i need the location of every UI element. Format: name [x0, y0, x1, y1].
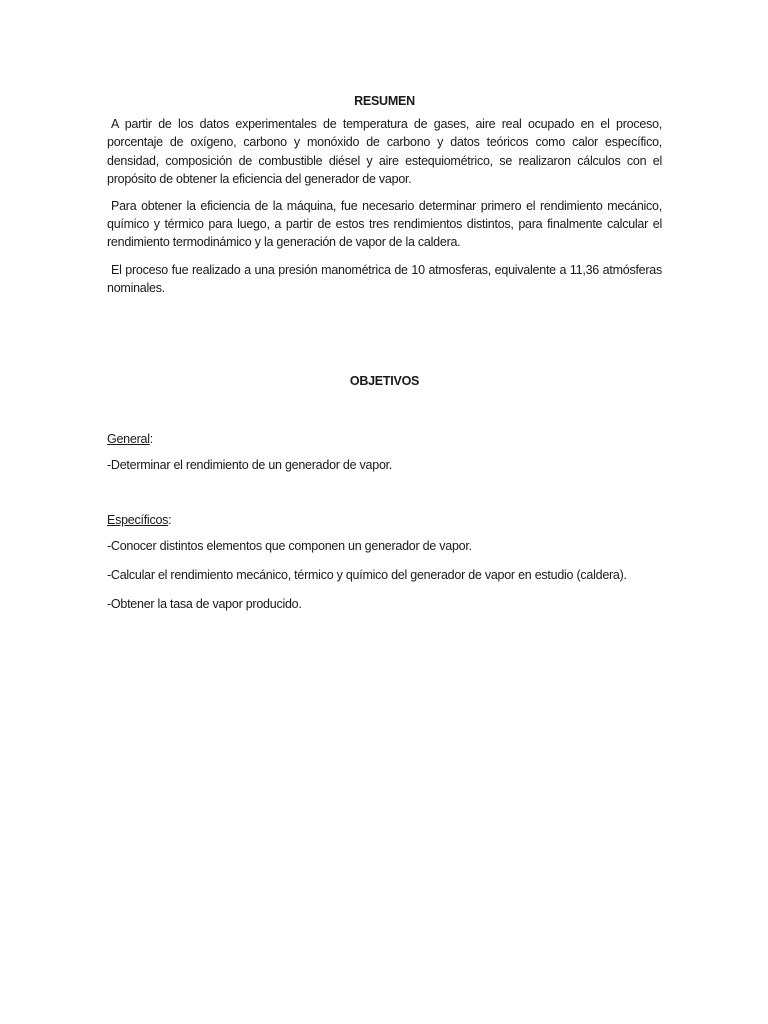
especificos-label: Específicos [107, 512, 169, 527]
general-item-1: -Determinar el rendimiento de un generador de vapor. [107, 458, 393, 473]
general-subheading [107, 430, 662, 448]
especificos-subheading [107, 511, 662, 529]
document-page [107, 92, 662, 624]
resumen-paragraph-2: Para obtener la eficiencia de la máquina, fue necesario determinar primero el rendimiento mecánico, químico y térmico para luego, a partir de estos tres rendimientos distintos, para finalmente calcular el rendimiento termodinámico y la generación de vapor de la caldera. [107, 199, 662, 250]
general-colon: : [149, 432, 153, 447]
resumen-paragraph-3: El proceso fue realizado a una presión manométrica de 10 atmosferas, equivalente a 11,36 atmósferas nominales. [107, 262, 662, 295]
especificos-item-2: -Calcular el rendimiento mecánico, térmico y químico del generador de vapor en estudio (caldera). [107, 568, 627, 583]
especificos-item-1: -Conocer distintos elementos que componen un generador de vapor. [107, 538, 472, 553]
resumen-body [107, 115, 662, 297]
general-label: General [107, 432, 150, 447]
resumen-heading: RESUMEN [354, 94, 415, 108]
especificos-item-3: -Obtener la tasa de vapor producido. [107, 597, 302, 612]
especificos-colon: : [168, 512, 172, 527]
resumen-paragraph-1: A partir de los datos experimentales de temperatura de gases, aire real ocupado en el proceso, porcentaje de oxígeno, carbono y monóxido de carbono y datos teóricos como calor específico, densidad, composición de combustible diésel y aire estequiométrico, se realizaron cálculos con el propósito de obtener la eficiencia del generador de vapor. [107, 117, 662, 186]
objetivos-heading: OBJETIVOS [349, 374, 420, 389]
